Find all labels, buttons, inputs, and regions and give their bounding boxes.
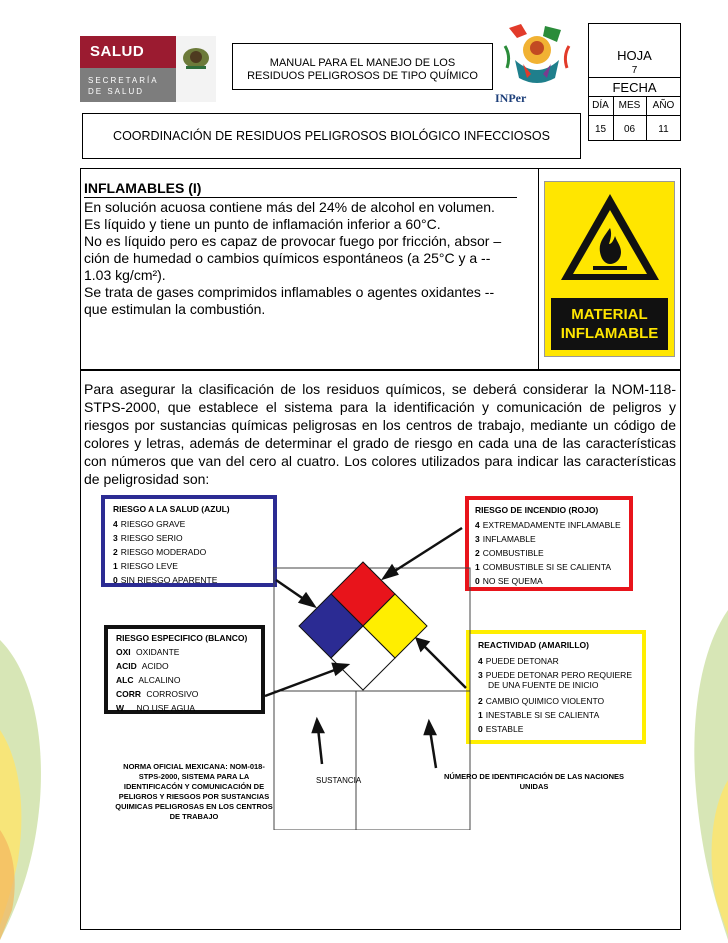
logo-line1: SECRETARÍA — [88, 76, 159, 85]
inper-logo-icon — [497, 20, 579, 98]
arrow-sustancia — [318, 728, 322, 764]
reactividad-title: REACTIVIDAD (AMARILLO) — [478, 640, 589, 650]
salud-row-5: 0 SIN RIESGO APARENTE — [113, 575, 218, 585]
incendio-row-3: 2 COMBUSTIBLE — [475, 548, 544, 558]
especifico-row-1: OXI OXIDANTE — [116, 647, 180, 657]
reactividad-row-2: 3 PUEDE DETONAR PERO REQUIERE — [478, 670, 632, 680]
norma-line-5: QUIMICAS PELIGROSAS EN LOS CENTROS — [115, 802, 273, 811]
especifico-row-4: CORR CORROSIVO — [116, 689, 199, 699]
especifico-row-2: ACID ACIDO — [116, 661, 169, 671]
incendio-row-5: 0 NO SE QUEMA — [475, 576, 543, 586]
mes-value: 06 — [623, 124, 636, 135]
especifico-title: RIESGO ESPECIFICO (BLANCO) — [116, 633, 248, 643]
especifico-row-3: ALC ALCALINO — [116, 675, 181, 685]
manual-title-line2: RESIDUOS PELIGROSOS DE TIPO QUÍMICO — [247, 70, 478, 82]
mes-label: MES — [618, 100, 641, 111]
page-decoration-left — [0, 470, 60, 940]
arrow-numero — [430, 730, 436, 768]
inflamables-title: INFLAMABLES (I) — [84, 180, 202, 196]
incendio-title: RIESGO DE INCENDIO (ROJO) — [475, 505, 599, 515]
salud-logo — [80, 36, 216, 102]
hoja-label: HOJA — [617, 48, 652, 63]
hoja-value: 7 — [631, 65, 638, 76]
inflamables-line-6: Se trata de gases comprimidos inflamables o agentes oxidantes -- — [84, 284, 495, 300]
especifico-row-5: W NO USE AGUA — [116, 703, 196, 713]
nfpa-diagram — [84, 492, 680, 830]
inflamables-line-1: En solución acuosa contiene más del 24% de alcohol en volumen. — [84, 199, 495, 215]
norma-line-2: STPS-2000, SISTEMA PARA LA — [138, 772, 250, 781]
salud-row-4: 1 RIESGO LEVE — [113, 561, 178, 571]
arrow-especifico — [265, 668, 340, 696]
incendio-row-2: 3 INFLAMABLE — [475, 534, 536, 544]
coordinacion-text: COORDINACIÓN DE RESIDUOS PELIGROSOS BIOLÓGICO INFECCIOSOS — [113, 129, 550, 143]
fecha-label: FECHA — [612, 80, 657, 95]
inflamables-line-3: No es líquido pero es capaz de provocar fuego por fricción, absor – — [84, 233, 502, 249]
eagle-emblem-icon — [180, 44, 212, 72]
arrow-incendio — [390, 528, 462, 574]
reactividad-row-2b: DE UNA FUENTE DE INICIO — [488, 680, 599, 690]
norma-caption — [100, 762, 288, 822]
salud-title: RIESGO A LA SALUD (AZUL) — [113, 504, 230, 514]
reactividad-row-4: 1 INESTABLE SI SE CALIENTA — [478, 710, 600, 720]
reactividad-row-1: 4 PUEDE DETONAR — [478, 656, 559, 666]
sustancia-caption: SUSTANCIA — [316, 776, 362, 785]
dia-value: 15 — [594, 124, 607, 135]
manual-title-line1: MANUAL PARA EL MANEJO DE LOS — [269, 57, 456, 69]
inflamables-line-4: ción de humedad o cambios químicos espontáneos (a 25°C y a -- — [84, 250, 491, 266]
norma-line-1: NORMA OFICIAL MEXICANA: NOM-018- — [123, 762, 265, 771]
logo-line2: DE SALUD — [88, 87, 145, 96]
inflamables-line-7: que estimulan la combustión. — [84, 301, 266, 317]
reactividad-row-5: 0 ESTABLE — [478, 724, 524, 734]
anio-label: AÑO — [652, 100, 675, 111]
logo-brand: SALUD — [90, 43, 145, 60]
norma-line-6: DE TRABAJO — [169, 812, 219, 821]
numero-line-2: UNIDAS — [519, 782, 549, 791]
flammable-sign — [544, 181, 675, 357]
incendio-row-1: 4 EXTREMADAMENTE INFLAMABLE — [475, 520, 621, 530]
reactividad-row-3: 2 CAMBIO QUIMICO VIOLENTO — [478, 696, 605, 706]
arrow-reactividad — [422, 644, 466, 688]
sign-text-line1: MATERIAL — [571, 306, 648, 323]
dia-label: DÍA — [592, 100, 609, 111]
sign-text-line2: INFLAMABLE — [560, 325, 659, 342]
norma-line-3: IDENTIFICACÓN Y COMUNICACIÓN DE — [123, 782, 265, 791]
inflamables-line-2: Es líquido y tiene un punto de inflamación inferior a 60°C. — [84, 216, 441, 232]
salud-row-1: 4 RIESGO GRAVE — [113, 519, 186, 529]
numero-line-1: NÚMERO DE IDENTIFICACIÓN DE LAS NACIONES — [443, 772, 624, 781]
numero-caption — [434, 772, 634, 792]
inflamables-line-5: 1.03 kg/cm²). — [84, 267, 166, 283]
anio-value: 11 — [658, 124, 669, 135]
incendio-row-4: 1 COMBUSTIBLE SI SE CALIENTA — [475, 562, 612, 572]
flammable-warning-icon — [555, 188, 665, 288]
clasificacion-paragraph: Para asegurar la clasificación de los residuos químicos, se deberá considerar la NOM-118-STPS-2000, que establece el sistema para la identificación y comunicación de peligros y riesgos por sustancias químicas peligrosas en los centros de trabajo, mediante un código de colores y letras, además de determinar el grado de riesgo en cada una de las características con números que van del cero al cuatro. Los colores utilizados para indicar las características de peligrosidad son: — [84, 381, 676, 487]
salud-row-2: 3 RIESGO SERIO — [113, 533, 183, 543]
salud-row-3: 2 RIESGO MODERADO — [113, 547, 207, 557]
norma-line-4: PELIGROS Y RIESGOS POR SUSTANCIAS — [118, 792, 270, 801]
inper-label: INPer — [495, 91, 527, 105]
